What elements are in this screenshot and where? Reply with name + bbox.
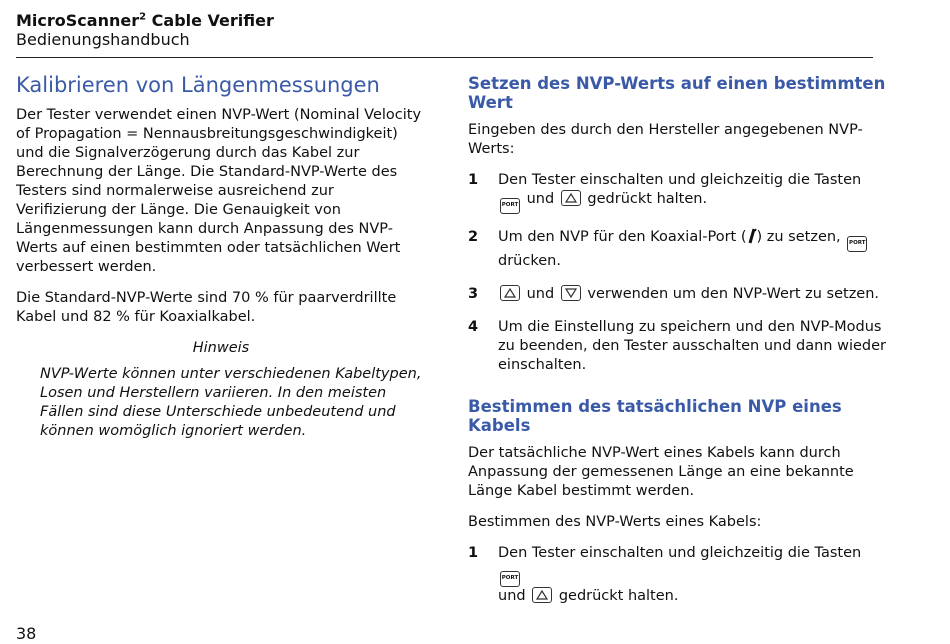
section-heading-determine-nvp: Bestimmen des tatsächlichen NVP eines Kabels (468, 397, 842, 435)
set-nvp-intro: Eingeben des durch den Hersteller angegebenen NVP-Werts: (468, 122, 863, 157)
header-divider (16, 57, 873, 58)
up-arrow-key-icon (532, 587, 552, 603)
step-item: 3 und verwenden um den NVP-Wert zu setzen. (468, 286, 880, 302)
step-item: 1 Den Tester einschalten und gleichzeitig die Tasten PORT und gedrückt halten. (468, 171, 888, 214)
coax-connector-icon (747, 228, 757, 244)
default-nvp-paragraph: Die Standard-NVP-Werte sind 70 % für paarverdrillte Kabel und 82 % für Koaxialkabel. (16, 290, 397, 325)
determine-nvp-intro: Bestimmen des NVP-Werts eines Kabels: (468, 514, 762, 530)
determine-nvp-paragraph: Der tatsächliche NVP-Wert eines Kabels kann durch Anpassung der gemessenen Länge an eine bekannte Länge Kabel bestimmt werden. (468, 445, 854, 499)
left-column (16, 72, 426, 441)
section-heading-set-nvp: Setzen des NVP-Werts auf einen bestimmten Wert (468, 74, 886, 112)
section-heading-calibration: Kalibrieren von Längenmessungen (16, 73, 380, 97)
intro-paragraph: Der Tester verwendet einen NVP-Wert (Nominal Velocity of Propagation = Nennausbreitungsgeschwindigkeit) und die Signalverzögerung durch das Kabel zur Berechnung der Länge. Die Standard-NVP-Werte des Testers sind normalerweise ausreichend zur Verifizierung der Länge. Die Genauigkeit von Längenmessungen kann durch Anpassung des NVP-Werts auf einen bestimmten oder tatsächlichen Wert verbessert werden. (16, 107, 422, 275)
note-title: Hinweis (192, 340, 250, 356)
up-arrow-key-icon (561, 190, 581, 206)
product-superscript: 2 (139, 11, 147, 23)
manual-subtitle: Bedienungshandbuch (16, 30, 190, 49)
product-name: MicroScanner$^2$ Cable Verifier (16, 11, 274, 30)
document-header (16, 11, 274, 49)
step-item: 4 Um die Einstellung zu speichern und den NVP-Modus zu beenden, den Tester ausschalten und dann wieder einschalten. (468, 319, 886, 373)
down-arrow-key-icon (561, 285, 581, 301)
port-key-icon: PORT (500, 198, 520, 214)
step-item: 2 Um den NVP für den Koaxial-Port ( ) zu setzen, PORT drücken. (468, 229, 866, 269)
step-item: 1 Den Tester einschalten und gleichzeitig die Tasten PORT und gedrückt halten. (468, 545, 862, 604)
up-arrow-key-icon (500, 285, 520, 301)
right-column (468, 74, 888, 620)
port-key-icon: PORT (500, 571, 520, 587)
note-body: NVP-Werte können unter verschiedenen Kabeltypen, Losen und Herstellern variieren. In den meisten Fällen sind diese Unterschiede unbedeutend und können womöglich ignoriert werden. (40, 366, 422, 439)
page-number: 38 (16, 624, 37, 643)
port-key-icon: PORT (847, 236, 867, 252)
